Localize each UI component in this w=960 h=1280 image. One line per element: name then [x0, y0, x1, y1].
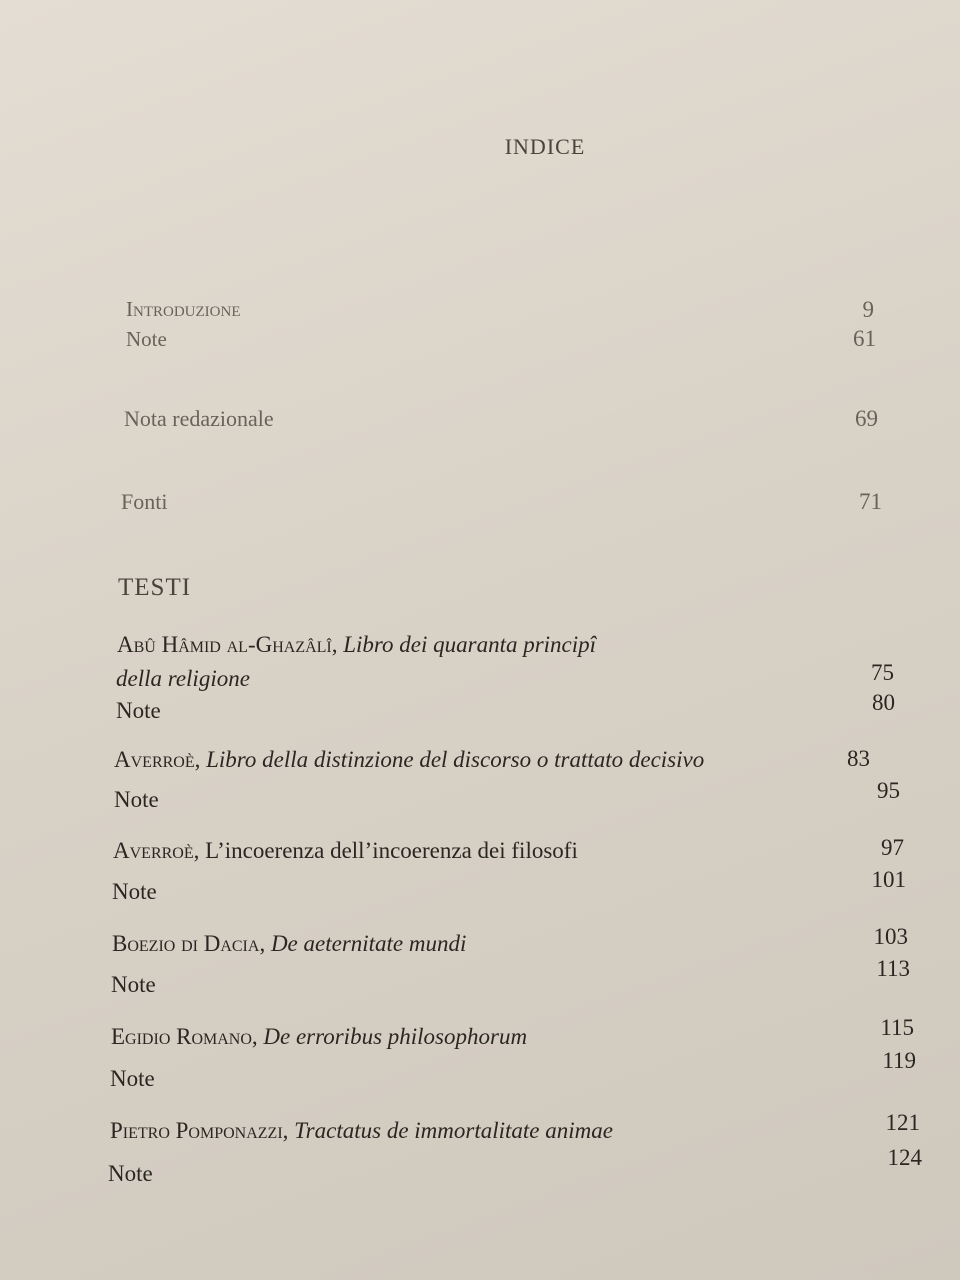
entry-note-page: 124	[887, 1145, 922, 1170]
entry-work-continued: della religione	[116, 666, 250, 691]
entry-note-label: Note	[108, 1161, 153, 1186]
entry-author: Averroè	[113, 838, 194, 863]
entry-note-label: Note	[110, 1066, 155, 1091]
entry-author: Abû Hâmid al-Ghazâlî	[117, 632, 332, 657]
entry-author: Boezio di Dacia	[112, 931, 260, 956]
entry-page: 75	[871, 660, 894, 685]
toc-page-fonti: 71	[859, 489, 882, 514]
entry-note-page: 95	[877, 778, 900, 803]
entry-note-page: 80	[872, 690, 895, 715]
toc-page-introduzione: 9	[862, 297, 874, 322]
toc-label-note-intro: Note	[126, 327, 167, 351]
entry-page: 115	[880, 1015, 914, 1040]
entry-note-page: 113	[876, 956, 910, 981]
entry-page: 97	[881, 835, 904, 860]
toc-page-nota-redazionale: 69	[855, 406, 878, 431]
toc-label-nota-redazionale: Nota redazionale	[124, 406, 274, 431]
section-heading-testi: TESTI	[118, 574, 192, 601]
entry-note-label: Note	[116, 698, 161, 723]
entry-note-label: Note	[112, 879, 157, 904]
page-title: INDICE	[504, 134, 586, 159]
entry-note-page: 119	[882, 1048, 916, 1073]
toc-entry-averroe-distinzione: Averroè, Libro della distinzione del discorso o trattato decisivo	[114, 747, 705, 772]
toc-entry-ghazali-cont	[116, 664, 250, 694]
entry-work: De erroribus philosophorum	[263, 1024, 528, 1049]
entry-note-page: 101	[871, 867, 906, 892]
toc-entry-egidio: Egidio Romano, De erroribus philosophorum	[111, 1024, 528, 1049]
entry-page: 83	[847, 746, 870, 771]
toc-entry-boezio: Boezio di Dacia, De aeternitate mundi	[112, 931, 467, 956]
entry-work: Libro della distinzione del discorso o trattato decisivo	[206, 747, 705, 772]
entry-note-label: Note	[114, 787, 159, 812]
toc-page-note-intro: 61	[853, 326, 876, 351]
entry-work: De aeternitate mundi	[270, 931, 467, 956]
entry-author: Pietro Pomponazzi	[110, 1118, 283, 1143]
toc-entry-pomponazzi: Pietro Pomponazzi, Tractatus de immortalitate animae	[110, 1118, 613, 1143]
toc-label-introduzione: Introduzione	[126, 297, 241, 321]
toc-entry-ghazali: Abû Hâmid al-Ghazâlî, Libro dei quaranta principî	[117, 632, 597, 657]
entry-page: 103	[873, 924, 908, 949]
entry-note-label: Note	[111, 972, 156, 997]
entry-work: L’incoerenza dell’incoerenza dei filosofi	[205, 838, 578, 863]
toc-entry-averroe-incoerenza: Averroè, L’incoerenza dell’incoerenza dei filosofi	[113, 838, 578, 863]
entry-work: Libro dei quaranta principî	[343, 632, 597, 657]
entry-author: Averroè	[114, 747, 195, 772]
entry-author: Egidio Romano	[111, 1024, 252, 1049]
entry-page: 121	[885, 1110, 920, 1135]
toc-label-fonti: Fonti	[121, 489, 168, 514]
entry-work: Tractatus de immortalitate animae	[294, 1118, 613, 1143]
